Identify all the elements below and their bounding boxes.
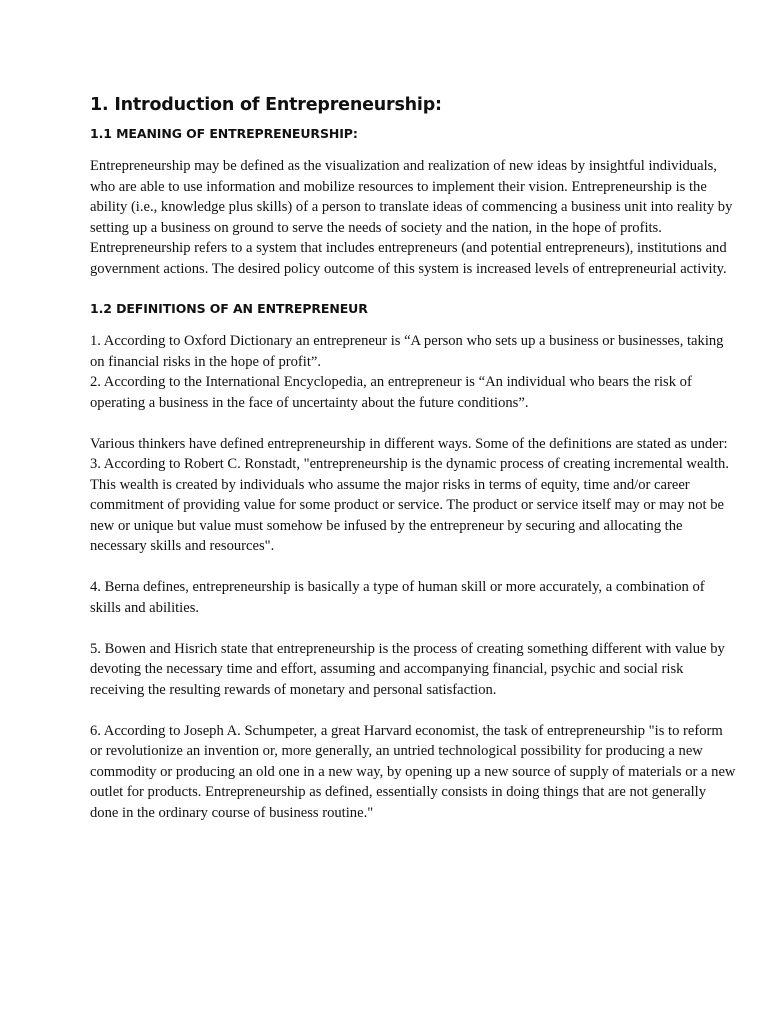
spacer: [90, 618, 738, 639]
definition-oxford: 1. According to Oxford Dictionary an entrepreneur is “A person who sets up a business or businesses, taking on financial risks in the hope of profit”.: [90, 333, 724, 370]
definition-schumpeter: 6. According to Joseph A. Schumpeter, a great Harvard economist, the task of entrepreneurship "is to reform or revolutionize an invention or, more generally, an untried technological possibility for producing a new commodity or producing an old one in a new way, by opening up a new source of supply of materials or a new outlet for products. Entrepreneurship as defined, essentially consists in doing things that are not generally done in the ordinary course of business routine.": [90, 722, 736, 821]
section-heading-meaning: 1.1 MEANING OF ENTREPRENEURSHIP:: [90, 126, 358, 141]
definitions-intro: Various thinkers have defined entrepreneurship in different ways. Some of the definitions are stated as under:: [90, 435, 728, 452]
definition-bowen-hisrich: 5. Bowen and Hisrich state that entrepreneurship is the process of creating something different with value by devoting the necessary time and effort, assuming and accompanying financial, psychic and social risk receiving the resulting rewards of monetary and personal satisfaction.: [90, 640, 725, 698]
spacer: [90, 700, 738, 721]
definition-ronstadt: 3. According to Robert C. Ronstadt, "entrepreneurship is the dynamic process of creating incremental wealth. This wealth is created by individuals who assume the major risks in terms of equity, time and/or career commitment of providing value for some product or service. The product or service itself may or may not be new or unique but value must somehow be infused by the entrepreneur by securing and allocating the necessary skills and resources".: [90, 456, 729, 554]
document-title: 1. Introduction of Entrepreneurship:: [90, 95, 442, 115]
document-page: [90, 92, 738, 823]
section-heading-definitions: 1.2 DEFINITIONS OF AN ENTREPRENEUR: [90, 301, 368, 316]
definition-encyclopedia: 2. According to the International Encyclopedia, an entrepreneur is “An individual who bears the risk of operating a business in the face of uncertainty about the future conditions”.: [90, 374, 692, 411]
meaning-paragraph: Entrepreneurship may be defined as the visualization and realization of new ideas by insightful individuals, who are able to use information and mobilize resources to implement their vision. Entrepreneurship is the ability (i.e., knowledge plus skills) of a person to translate ideas of commencing a business unit into reality by setting up a business on ground to serve the needs of society and the nation, in the hope of profits. Entrepreneurship refers to a system that includes entrepreneurs (and potential entrepreneurs), institutions and government actions. The desired policy outcome of this system is increased levels of entrepreneurial activity.: [90, 158, 733, 277]
definition-berna: 4. Berna defines, entrepreneurship is basically a type of human skill or more accurately, a combination of skills and abilities.: [90, 579, 705, 616]
spacer: [90, 557, 738, 578]
spacer: [90, 413, 738, 434]
